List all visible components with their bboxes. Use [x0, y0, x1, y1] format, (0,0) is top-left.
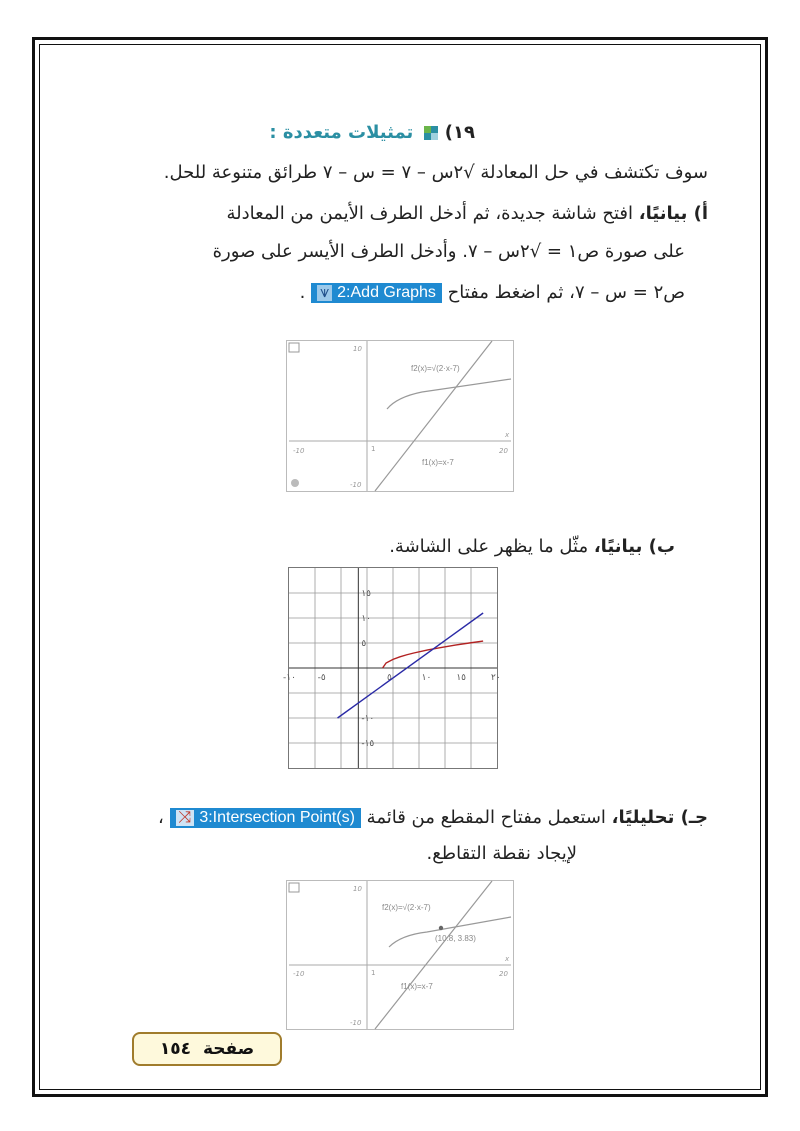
part-b-line: [389, 538, 675, 556]
page-number: ١٥٤: [159, 1039, 191, 1059]
problem-number: ١٩): [444, 122, 475, 143]
y-tick-label: ١٠: [361, 614, 372, 624]
screenshot-c-ymin: -10: [350, 1019, 362, 1027]
part-a-text1: افتح شاشة جديدة، ثم أدخل الطرف الأيمن من المعادلة: [226, 203, 634, 224]
screenshot-c-f1-label: f1(x)=x-7: [401, 982, 433, 991]
screenshot-c-point-label: (10.8, 3.83): [435, 934, 476, 943]
calculator-screenshot-c: [286, 880, 514, 1030]
x-tick-label: ٥: [387, 673, 392, 683]
screenshot-a-f2-label: f2(x)=√(2·x-7): [411, 364, 460, 373]
part-c-label: جـ) تحليليًا،: [611, 807, 708, 828]
screenshot-a-xmax: 20: [499, 447, 508, 455]
part-a-line1: [226, 205, 708, 223]
series-line-linear: [338, 613, 484, 718]
x-tick-label: ١٠: [421, 673, 432, 683]
problem-heading: [269, 124, 475, 142]
screenshot-a-ymax: 10: [353, 345, 362, 353]
part-c-line1: [158, 808, 708, 828]
x-tick-label: ١٥: [456, 673, 467, 683]
student-graph-svg: [283, 568, 501, 768]
part-a-text3: ص٢ = س – ٧، ثم اضغط مفتاح: [447, 282, 685, 303]
screenshot-a-f1-label: f1(x)=x-7: [422, 458, 454, 467]
calculator-screenshot-a: [286, 340, 514, 492]
screenshot-a-xmin: -10: [293, 447, 305, 455]
y-tick-label: -١٠: [361, 714, 375, 724]
add-graphs-label: 2:Add Graphs: [337, 284, 436, 301]
part-a-period: .: [299, 282, 306, 303]
student-graph: [283, 567, 501, 769]
y-tick-label: -١٥: [361, 739, 375, 749]
screenshot-c-intersection-point: [439, 926, 443, 930]
y-tick-label: ١٥: [361, 589, 372, 599]
screenshot-a-ymin: -10: [350, 481, 362, 489]
page-word: صفحة: [202, 1039, 255, 1059]
x-tick-label: ٢٠: [491, 673, 501, 683]
screenshot-c-x-letter: x: [505, 955, 510, 963]
screenshot-c-xmin: -10: [293, 970, 305, 978]
problem-title: تمثيلات متعددة :: [269, 122, 414, 143]
page-number-box: [132, 1032, 282, 1066]
screenshot-c-ymax: 10: [353, 885, 362, 893]
add-graphs-key[interactable]: [311, 283, 442, 303]
multiple-representations-icon: [423, 125, 439, 141]
series-curve-sqrt: [383, 641, 484, 668]
part-a-label: أ) بيانيًا،: [638, 203, 708, 224]
x-tick-label: -١٠: [283, 673, 296, 683]
screenshot-a-x-letter: x: [505, 431, 510, 439]
screenshot-c-xtick: 1: [371, 969, 376, 977]
intersection-icon: ⤨: [176, 810, 195, 826]
part-b-text: مثّل ما يظهر على الشاشة.: [389, 536, 589, 557]
part-a-line2: على صورة ص١ = √٢س – ٧. وأدخل الطرف الأيسر على صورة: [212, 241, 685, 262]
part-c-text: استعمل مفتاح المقطع من قائمة: [366, 807, 606, 828]
graph-menu-icon: ⩛: [317, 285, 332, 301]
screenshot-a-corner-dot: [291, 479, 299, 487]
screenshot-c-f2-label: f2(x)=√(2·x-7): [382, 903, 431, 912]
part-a-line3: [300, 283, 685, 303]
screenshot-c-xmax: 20: [499, 970, 508, 978]
x-tick-label: -٥: [317, 673, 326, 683]
part-b-label: ب) بيانيًا،: [593, 536, 675, 557]
screenshot-c-graph: [287, 881, 513, 1029]
screenshot-c-menu-icon: [289, 883, 299, 892]
part-c-line2: لإيجاد نقطة التقاطع.: [426, 843, 577, 864]
part-c-comma: ،: [157, 807, 164, 828]
problem-intro: سوف تكتشف في حل المعادلة √٢س – ٧ = س – ٧ طرائق متنوعة للحل.: [163, 162, 708, 183]
intersection-label: 3:Intersection Point(s): [199, 809, 355, 826]
screenshot-a-graph: [287, 341, 513, 491]
screenshot-a-menu-icon: [289, 343, 299, 352]
intersection-key[interactable]: [170, 808, 361, 828]
screenshot-a-curve-f2: [387, 379, 511, 409]
screenshot-a-xtick: 1: [371, 445, 376, 453]
y-tick-label: ٥: [361, 639, 367, 649]
